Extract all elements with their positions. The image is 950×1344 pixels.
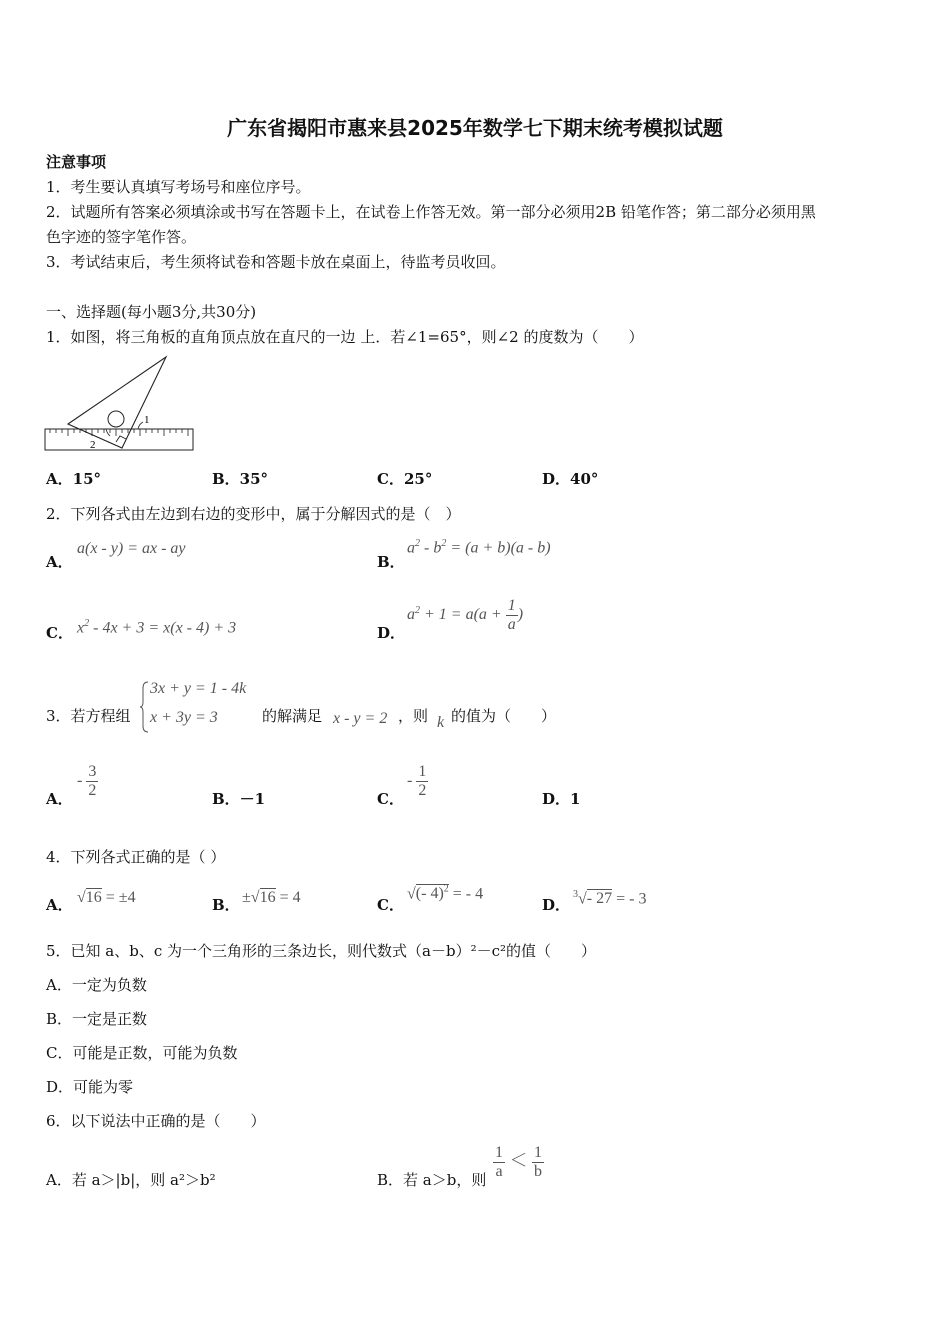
q4-option-b <box>212 893 240 917</box>
option-label: A． <box>46 896 73 914</box>
q4-a-expr: √16 = ±4 <box>77 889 136 906</box>
q3-option-b: B．－1 <box>212 790 266 808</box>
q3-stem-mid2: ，则 <box>398 707 429 725</box>
q3-stem-post: 的值为（ ） <box>451 707 557 725</box>
q3-equation-2: x + 3y = 3 <box>150 709 218 726</box>
q3-option-a <box>46 787 73 811</box>
q2-d-expr: $a^2 + 1 = a(a$ + $\frac{1}{a}$ ) <box>407 597 524 633</box>
question-1-stem: 1．如图，将三角板的直角顶点放在直尺的一边 上．若∠1=65°，则∠2 的度数为（ ） <box>46 328 644 346</box>
q3-c-expr: - $\frac{1}{2}$ <box>407 763 427 799</box>
question-4-stem: 4．下列各式正确的是（ ） <box>46 848 226 866</box>
q2-option-c <box>46 621 73 645</box>
angle-1-label: 1 <box>144 414 150 426</box>
option-label: B． <box>377 553 405 571</box>
q2-option-d <box>377 621 405 645</box>
option-label: D． <box>542 896 571 914</box>
q3-option-c <box>377 787 404 811</box>
q3-stem-mid: 的解满足 <box>262 707 323 725</box>
option-label: C． <box>46 624 73 642</box>
angle-2-label: 2 <box>90 439 96 451</box>
q2-option-b <box>377 550 405 574</box>
notice-item: 色字迹的签字笔作答。 <box>46 228 197 246</box>
q1-option-a: A．15° <box>46 470 102 488</box>
option-label: C． <box>377 896 404 914</box>
q3-condition: x - y = 2 <box>333 710 388 727</box>
q4-b-expr: ±√16 = 4 <box>242 889 301 906</box>
notice-item: 2．试题所有答案必须填涂或书写在答题卡上，在试卷上作答无效。第一部分必须用2B 铅笔作答；第二部分必须用黑 <box>46 203 816 221</box>
q1-option-b: B．35° <box>212 470 269 488</box>
triangle-ruler-figure <box>44 352 196 454</box>
q2-c-expr: $x^2 - 4x + 3 = x(x - 4) + 3$ <box>77 618 237 637</box>
q5-option-b: B．一定是正数 <box>46 1010 148 1028</box>
q5-option-a: A．一定为负数 <box>46 976 147 994</box>
option-label: A． <box>46 553 73 571</box>
option-label: C． <box>377 790 404 808</box>
option-label: A． <box>46 790 73 808</box>
q4-option-d <box>542 893 570 917</box>
q4-option-c <box>377 893 404 917</box>
page-title: 广东省揭阳市惠来县2025年数学七下期末统考模拟试题 <box>227 116 723 140</box>
q1-option-c: C．25° <box>377 470 433 488</box>
q4-d-expr: $^3$√- 27 = - 3 <box>573 889 647 908</box>
option-label: D． <box>377 624 406 642</box>
q4-option-a <box>46 893 73 917</box>
q3-option-d: D．1 <box>542 790 581 808</box>
q2-option-a <box>46 550 73 574</box>
q3-equation-1: 3x + y = 1 - 4k <box>150 680 247 697</box>
question-5-stem: 5．已知 a、b、c 为一个三角形的三条边长，则代数式（a－b）²－c²的值（ ） <box>46 942 597 960</box>
q6-b-expr: $\frac{1}{a}$ ＜ $\frac{1}{b}$ <box>495 1144 542 1180</box>
section-heading: 一、选择题(每小题3分,共30分) <box>46 303 257 321</box>
notice-item: 1．考生要认真填写考场号和座位序号。 <box>46 178 311 196</box>
q6-option-a: A．若 a＞|b|，则 a²＞b² <box>46 1171 216 1189</box>
option-label: B． <box>212 896 240 914</box>
question-6-stem: 6．以下说法中正确的是（ ） <box>46 1112 266 1130</box>
q2-b-expr: $a^2 - b^2 = (a + b)(a - b)$ <box>407 538 551 557</box>
question-2-stem: 2．下列各式由左边到右边的变形中，属于分解因式的是（ ） <box>46 505 461 523</box>
q6-option-b: B．若 a＞b，则 <box>377 1171 487 1189</box>
q3-variable: k <box>437 714 445 731</box>
notice-heading: 注意事项 <box>46 153 107 171</box>
question-3-stem-pre: 3．若方程组 <box>46 707 131 725</box>
q4-c-expr: √(- 4)$^2$ = - 4 <box>407 884 484 903</box>
system-brace <box>140 680 150 734</box>
q2-a-expr: a(x - y) = ax - ay <box>77 540 186 557</box>
q1-option-d: D．40° <box>542 470 599 488</box>
q5-option-c: C．可能是正数，可能为负数 <box>46 1044 238 1062</box>
notice-item: 3．考试结束后，考生须将试卷和答题卡放在桌面上，待监考员收回。 <box>46 253 506 271</box>
q3-a-expr: - $\frac{3}{2}$ <box>77 763 97 799</box>
q5-option-d: D．可能为零 <box>46 1078 134 1096</box>
